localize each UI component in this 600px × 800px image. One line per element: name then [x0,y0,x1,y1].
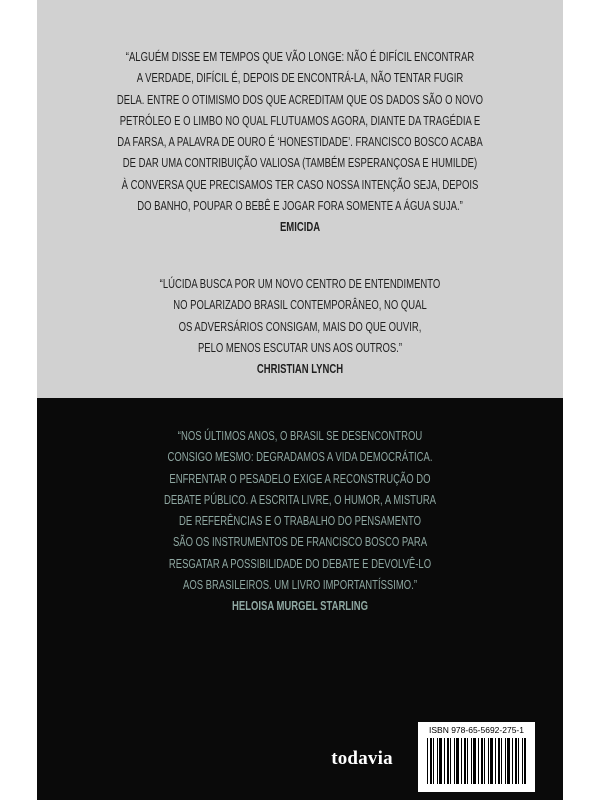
quote-line: ENFRENTAR O PESADELO EXIGE A RECONSTRUÇÃO DO [169,471,431,486]
quote-heloisa-starling [87,426,513,618]
barcode-bars [427,738,526,784]
quote-christian-lynch [87,274,513,380]
publisher-logo: todavia [331,748,393,769]
quote-line: A VERDADE, DIFÍCIL É, DEPOIS DE ENCONTRÁ-LA, NÃO TENTAR FUGIR [136,71,464,86]
quote-emicida [87,47,513,239]
quote-line: À CONVERSA QUE PRECISAMOS TER CASO NOSSA INTENÇÃO SEJA, DEPOIS [121,177,479,192]
isbn-number: ISBN 978-65-5692-275-1 [429,725,524,735]
quote-line: NO POLARIZADO BRASIL CONTEMPORÂNEO, NO QUAL [173,298,427,313]
quote-line: “ALGUÉM DISSE EM TEMPOS QUE VÃO LONGE: NÃO É DIFÍCIL ENCONTRAR [125,50,475,64]
quote-line: SÃO OS INSTRUMENTOS DE FRANCISCO BOSCO PARA [172,535,428,550]
quote-line: PELO MENOS ESCUTAR UNS AOS OUTROS.” [197,340,403,355]
quote-line: RESGATAR A POSSIBILIDADE DO DEBATE E DEVOLVÊ-LO [168,556,432,571]
quote-author: HELOISA MURGEL STARLING [232,599,368,614]
quote-line: CONSIGO MESMO: DEGRADAMOS A VIDA DEMOCRÁTICA. [167,450,433,465]
barcode-box [418,722,535,792]
quote-author: CHRISTIAN LYNCH [256,362,344,377]
quote-line: OS ADVERSÁRIOS CONSIGAM, MAIS DO QUE OUVIR, [178,319,422,334]
quote-line: PETRÓLEO E O LIMBO NO QUAL FLUTUAMOS AGORA, DIANTE DA TRAGÉDIA E [119,113,481,128]
quote-line: “NOS ÚLTIMOS ANOS, O BRASIL SE DESENCONTROU [177,429,423,443]
quote-line: “LÚCIDA BUSCA POR UM NOVO CENTRO DE ENTENDIMENTO [159,277,441,291]
quote-line: DE REFERÊNCIAS E O TRABALHO DO PENSAMENTO [179,514,421,529]
quote-line: DELA. ENTRE O OTIMISMO DOS QUE ACREDITAM QUE OS DADOS SÃO O NOVO [116,92,484,107]
quote-line: DE DAR UMA CONTRIBUIÇÃO VALIOSA (TAMBÉM ESPERANÇOSA E HUMILDE) [122,156,478,171]
quote-line: DEBATE PÚBLICO. A ESCRITA LIVRE, O HUMOR, A MISTURA [163,492,437,507]
quote-line: DO BANHO, POUPAR O BEBÊ E JOGAR FORA SOMENTE A ÁGUA SUJA.” [137,199,463,214]
quote-line: AOS BRASILEIROS. UM LIVRO IMPORTANTÍSSIMO.” [182,578,418,593]
quote-line: DA FARSA, A PALAVRA DE OURO É ‘HONESTIDADE’. FRANCISCO BOSCO ACABA [117,135,483,150]
quote-author: EMICIDA [279,220,321,235]
